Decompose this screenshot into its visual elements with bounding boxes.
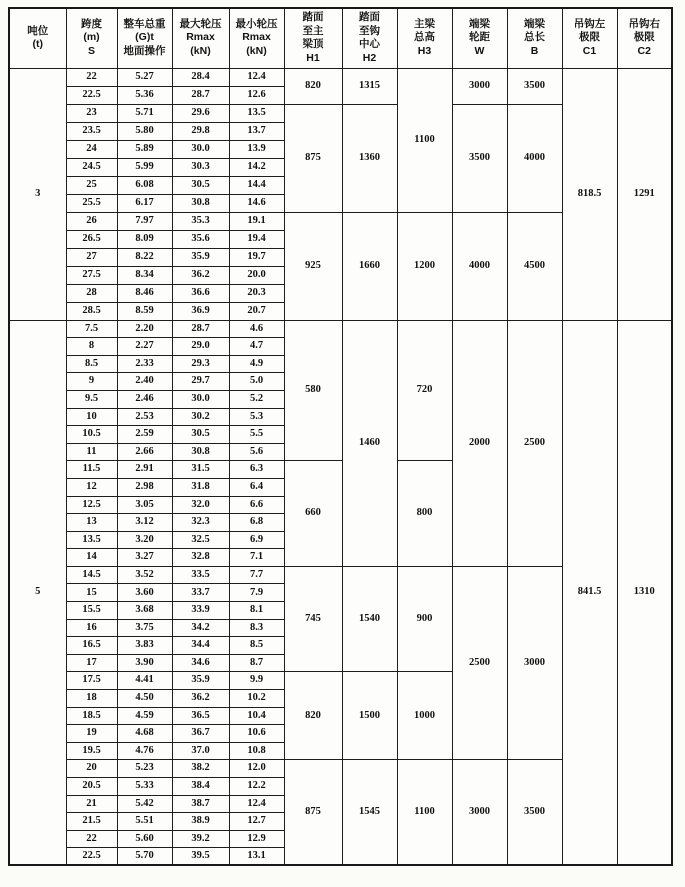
b-cell: 4000 bbox=[507, 104, 562, 212]
rmin-cell: 10.6 bbox=[229, 725, 284, 743]
weight-cell: 3.83 bbox=[117, 637, 172, 655]
span-cell: 19.5 bbox=[66, 742, 117, 760]
rmin-cell: 12.2 bbox=[229, 778, 284, 796]
header-w-line: W bbox=[474, 45, 485, 58]
h3-cell: 900 bbox=[397, 566, 452, 672]
header-w bbox=[452, 8, 507, 68]
weight-cell: 5.60 bbox=[117, 830, 172, 848]
rmin-cell: 20.7 bbox=[229, 302, 284, 320]
spec-row bbox=[9, 68, 672, 86]
rmax-cell: 30.5 bbox=[172, 176, 229, 194]
header-h3 bbox=[397, 8, 452, 68]
rmax-cell: 35.3 bbox=[172, 212, 229, 230]
span-cell: 16 bbox=[66, 619, 117, 637]
weight-cell: 2.59 bbox=[117, 426, 172, 444]
rmin-cell: 19.7 bbox=[229, 248, 284, 266]
header-c1-line: 极限 bbox=[579, 31, 600, 44]
h2-cell: 1540 bbox=[342, 566, 397, 672]
span-cell: 28.5 bbox=[66, 302, 117, 320]
rmax-cell: 29.7 bbox=[172, 373, 229, 391]
weight-cell: 4.50 bbox=[117, 690, 172, 708]
span-cell: 25.5 bbox=[66, 194, 117, 212]
weight-cell: 2.91 bbox=[117, 461, 172, 479]
span-cell: 23 bbox=[66, 104, 117, 122]
rmin-cell: 8.3 bbox=[229, 619, 284, 637]
weight-cell: 5.70 bbox=[117, 848, 172, 866]
rmax-cell: 32.5 bbox=[172, 531, 229, 549]
header-c2 bbox=[617, 8, 672, 68]
h1-cell: 925 bbox=[284, 212, 342, 320]
header-h1-line: 至主 bbox=[302, 24, 324, 37]
span-cell: 22.5 bbox=[66, 848, 117, 866]
weight-cell: 2.40 bbox=[117, 373, 172, 391]
rmin-cell: 5.2 bbox=[229, 390, 284, 408]
header-w-line: 端梁 bbox=[469, 17, 490, 30]
weight-cell: 2.33 bbox=[117, 355, 172, 373]
span-cell: 14.5 bbox=[66, 566, 117, 584]
header-c2-line: C2 bbox=[637, 45, 651, 58]
rmin-cell: 12.0 bbox=[229, 760, 284, 778]
span-cell: 25 bbox=[66, 176, 117, 194]
rmax-cell: 28.7 bbox=[172, 86, 229, 104]
spec-row bbox=[9, 320, 672, 338]
rmax-cell: 31.5 bbox=[172, 461, 229, 479]
header-weight-line: (G)t bbox=[135, 31, 154, 44]
weight-cell: 2.27 bbox=[117, 338, 172, 356]
span-cell: 11 bbox=[66, 443, 117, 461]
span-cell: 19 bbox=[66, 725, 117, 743]
span-cell: 27.5 bbox=[66, 266, 117, 284]
header-h3-line: 主梁 bbox=[414, 17, 435, 30]
rmax-cell: 38.4 bbox=[172, 778, 229, 796]
rmax-cell: 37.0 bbox=[172, 742, 229, 760]
rmax-cell: 29.3 bbox=[172, 355, 229, 373]
tonnage-cell: 5 bbox=[9, 320, 66, 865]
span-cell: 7.5 bbox=[66, 320, 117, 338]
header-h1-line: 踏面 bbox=[302, 11, 324, 23]
header-span-line: S bbox=[87, 45, 95, 58]
rmin-cell: 5.0 bbox=[229, 373, 284, 391]
weight-cell: 5.80 bbox=[117, 122, 172, 140]
rmin-cell: 20.0 bbox=[229, 266, 284, 284]
h1-cell: 875 bbox=[284, 760, 342, 866]
rmax-cell: 33.9 bbox=[172, 602, 229, 620]
header-c2-line: 吊钩右 bbox=[628, 17, 660, 30]
weight-cell: 2.53 bbox=[117, 408, 172, 426]
rmin-cell: 8.1 bbox=[229, 602, 284, 620]
h2-cell: 1315 bbox=[342, 68, 397, 104]
rmax-cell: 32.3 bbox=[172, 514, 229, 532]
header-h2-line: 至钩 bbox=[359, 24, 380, 37]
weight-cell: 5.89 bbox=[117, 140, 172, 158]
h1-cell: 745 bbox=[284, 566, 342, 672]
w-cell: 3500 bbox=[452, 104, 507, 212]
rmin-cell: 8.5 bbox=[229, 637, 284, 655]
h1-cell: 875 bbox=[284, 104, 342, 212]
rmin-cell: 6.8 bbox=[229, 514, 284, 532]
rmax-cell: 39.5 bbox=[172, 848, 229, 866]
rmin-cell: 14.4 bbox=[229, 176, 284, 194]
rmax-cell: 30.8 bbox=[172, 443, 229, 461]
header-row bbox=[9, 8, 672, 68]
span-cell: 22.5 bbox=[66, 86, 117, 104]
rmax-cell: 33.5 bbox=[172, 566, 229, 584]
rmax-cell: 36.5 bbox=[172, 707, 229, 725]
weight-cell: 5.33 bbox=[117, 778, 172, 796]
rmax-cell: 30.0 bbox=[172, 390, 229, 408]
h2-cell: 1360 bbox=[342, 104, 397, 212]
header-h2 bbox=[342, 8, 397, 68]
weight-cell: 5.71 bbox=[117, 104, 172, 122]
rmax-cell: 30.3 bbox=[172, 158, 229, 176]
span-cell: 12 bbox=[66, 478, 117, 496]
header-h2-line: H2 bbox=[362, 51, 377, 64]
c2-cell: 1291 bbox=[617, 68, 672, 320]
header-rmax-line: 最大轮压 bbox=[179, 17, 222, 30]
h3-cell: 1100 bbox=[397, 68, 452, 212]
rmin-cell: 12.4 bbox=[229, 795, 284, 813]
h3-cell: 720 bbox=[397, 320, 452, 461]
rmin-cell: 19.1 bbox=[229, 212, 284, 230]
header-c2-line: 极限 bbox=[633, 31, 655, 44]
rmax-cell: 30.8 bbox=[172, 194, 229, 212]
rmin-cell: 8.7 bbox=[229, 654, 284, 672]
rmax-cell: 34.4 bbox=[172, 637, 229, 655]
w-cell: 2000 bbox=[452, 320, 507, 566]
rmax-cell: 35.6 bbox=[172, 230, 229, 248]
rmax-cell: 34.2 bbox=[172, 619, 229, 637]
header-rmax-line: Rmax bbox=[186, 31, 215, 44]
header-rmin-line: 最小轮压 bbox=[235, 17, 278, 30]
header-tonnage bbox=[9, 8, 66, 68]
rmax-cell: 36.6 bbox=[172, 284, 229, 302]
weight-cell: 7.97 bbox=[117, 212, 172, 230]
header-c1 bbox=[562, 8, 617, 68]
weight-cell: 8.34 bbox=[117, 266, 172, 284]
weight-cell: 4.68 bbox=[117, 725, 172, 743]
rmin-cell: 9.9 bbox=[229, 672, 284, 690]
rmin-cell: 6.6 bbox=[229, 496, 284, 514]
rmin-cell: 12.9 bbox=[229, 830, 284, 848]
span-cell: 9 bbox=[66, 373, 117, 391]
rmax-cell: 34.6 bbox=[172, 654, 229, 672]
span-cell: 18.5 bbox=[66, 707, 117, 725]
weight-cell: 2.66 bbox=[117, 443, 172, 461]
header-rmin-line: (kN) bbox=[246, 45, 267, 58]
rmax-cell: 39.2 bbox=[172, 830, 229, 848]
rmin-cell: 12.7 bbox=[229, 813, 284, 831]
h3-cell: 1200 bbox=[397, 212, 452, 320]
weight-cell: 6.08 bbox=[117, 176, 172, 194]
c1-cell: 841.5 bbox=[562, 320, 617, 865]
rmax-cell: 36.7 bbox=[172, 725, 229, 743]
w-cell: 3000 bbox=[452, 68, 507, 104]
b-cell: 3500 bbox=[507, 760, 562, 866]
rmin-cell: 20.3 bbox=[229, 284, 284, 302]
weight-cell: 5.42 bbox=[117, 795, 172, 813]
rmax-cell: 33.7 bbox=[172, 584, 229, 602]
span-cell: 24.5 bbox=[66, 158, 117, 176]
span-cell: 13.5 bbox=[66, 531, 117, 549]
weight-cell: 3.27 bbox=[117, 549, 172, 567]
weight-cell: 8.22 bbox=[117, 248, 172, 266]
span-cell: 28 bbox=[66, 284, 117, 302]
header-h3-line: 总高 bbox=[414, 31, 435, 44]
span-cell: 21 bbox=[66, 795, 117, 813]
span-cell: 17.5 bbox=[66, 672, 117, 690]
weight-cell: 3.52 bbox=[117, 566, 172, 584]
rmin-cell: 5.5 bbox=[229, 426, 284, 444]
c1-cell: 818.5 bbox=[562, 68, 617, 320]
header-h2-line: 中心 bbox=[359, 38, 380, 51]
rmax-cell: 36.2 bbox=[172, 690, 229, 708]
weight-cell: 3.12 bbox=[117, 514, 172, 532]
span-cell: 11.5 bbox=[66, 461, 117, 479]
header-weight-line: 地面操作 bbox=[123, 45, 166, 58]
span-cell: 10.5 bbox=[66, 426, 117, 444]
h3-cell: 1100 bbox=[397, 760, 452, 866]
rmin-cell: 14.2 bbox=[229, 158, 284, 176]
weight-cell: 3.60 bbox=[117, 584, 172, 602]
header-h1 bbox=[284, 8, 342, 68]
rmin-cell: 5.6 bbox=[229, 443, 284, 461]
h2-cell: 1500 bbox=[342, 672, 397, 760]
h1-cell: 580 bbox=[284, 320, 342, 461]
rmin-cell: 6.9 bbox=[229, 531, 284, 549]
header-rmin bbox=[229, 8, 284, 68]
w-cell: 4000 bbox=[452, 212, 507, 320]
weight-cell: 3.05 bbox=[117, 496, 172, 514]
header-weight bbox=[117, 8, 172, 68]
weight-cell: 3.68 bbox=[117, 602, 172, 620]
rmax-cell: 35.9 bbox=[172, 248, 229, 266]
w-cell: 3000 bbox=[452, 760, 507, 866]
span-cell: 13 bbox=[66, 514, 117, 532]
weight-cell: 2.20 bbox=[117, 320, 172, 338]
weight-cell: 2.46 bbox=[117, 390, 172, 408]
span-cell: 22 bbox=[66, 68, 117, 86]
rmin-cell: 10.2 bbox=[229, 690, 284, 708]
w-cell: 2500 bbox=[452, 566, 507, 760]
b-cell: 3000 bbox=[507, 566, 562, 760]
rmax-cell: 29.8 bbox=[172, 122, 229, 140]
header-tonnage-line: (t) bbox=[32, 38, 43, 51]
header-span bbox=[66, 8, 117, 68]
weight-cell: 4.76 bbox=[117, 742, 172, 760]
header-w-line: 轮距 bbox=[469, 31, 490, 44]
span-cell: 14 bbox=[66, 549, 117, 567]
rmax-cell: 38.9 bbox=[172, 813, 229, 831]
rmax-cell: 28.7 bbox=[172, 320, 229, 338]
header-b bbox=[507, 8, 562, 68]
header-b-line: B bbox=[530, 45, 539, 58]
header-b-line: 端梁 bbox=[524, 17, 545, 30]
h1-cell: 660 bbox=[284, 461, 342, 567]
rmin-cell: 7.1 bbox=[229, 549, 284, 567]
weight-cell: 3.90 bbox=[117, 654, 172, 672]
rmax-cell: 28.4 bbox=[172, 68, 229, 86]
span-cell: 15.5 bbox=[66, 602, 117, 620]
header-tonnage-line: 吨位 bbox=[27, 24, 49, 37]
rmin-cell: 4.6 bbox=[229, 320, 284, 338]
rmax-cell: 30.0 bbox=[172, 140, 229, 158]
rmin-cell: 12.4 bbox=[229, 68, 284, 86]
rmax-cell: 36.9 bbox=[172, 302, 229, 320]
rmax-cell: 31.8 bbox=[172, 478, 229, 496]
h1-cell: 820 bbox=[284, 68, 342, 104]
span-cell: 27 bbox=[66, 248, 117, 266]
header-rmax bbox=[172, 8, 229, 68]
weight-cell: 5.36 bbox=[117, 86, 172, 104]
rmin-cell: 6.4 bbox=[229, 478, 284, 496]
rmin-cell: 4.9 bbox=[229, 355, 284, 373]
span-cell: 22 bbox=[66, 830, 117, 848]
weight-cell: 5.23 bbox=[117, 760, 172, 778]
header-h2-line: 踏面 bbox=[359, 11, 380, 23]
span-cell: 24 bbox=[66, 140, 117, 158]
h3-cell: 1000 bbox=[397, 672, 452, 760]
h3-cell: 800 bbox=[397, 461, 452, 567]
weight-cell: 3.20 bbox=[117, 531, 172, 549]
tonnage-cell: 3 bbox=[9, 68, 66, 320]
header-weight-line: 整车总重 bbox=[123, 17, 166, 30]
rmin-cell: 6.3 bbox=[229, 461, 284, 479]
h2-cell: 1545 bbox=[342, 760, 397, 866]
rmin-cell: 14.6 bbox=[229, 194, 284, 212]
rmin-cell: 13.7 bbox=[229, 122, 284, 140]
span-cell: 16.5 bbox=[66, 637, 117, 655]
span-cell: 8.5 bbox=[66, 355, 117, 373]
b-cell: 4500 bbox=[507, 212, 562, 320]
weight-cell: 5.27 bbox=[117, 68, 172, 86]
crane-load-spec-table bbox=[8, 7, 673, 866]
span-cell: 26.5 bbox=[66, 230, 117, 248]
rmax-cell: 35.9 bbox=[172, 672, 229, 690]
header-h1-line: 梁顶 bbox=[302, 38, 324, 51]
header-b-line: 总长 bbox=[524, 31, 545, 44]
c2-cell: 1310 bbox=[617, 320, 672, 865]
rmin-cell: 4.7 bbox=[229, 338, 284, 356]
header-rmax-line: (kN) bbox=[190, 45, 211, 58]
span-cell: 20 bbox=[66, 760, 117, 778]
span-cell: 15 bbox=[66, 584, 117, 602]
weight-cell: 6.17 bbox=[117, 194, 172, 212]
header-span-line: (m) bbox=[83, 31, 100, 44]
h2-cell: 1660 bbox=[342, 212, 397, 320]
weight-cell: 8.46 bbox=[117, 284, 172, 302]
weight-cell: 8.09 bbox=[117, 230, 172, 248]
span-cell: 18 bbox=[66, 690, 117, 708]
span-cell: 23.5 bbox=[66, 122, 117, 140]
span-cell: 20.5 bbox=[66, 778, 117, 796]
h1-cell: 820 bbox=[284, 672, 342, 760]
rmin-cell: 10.4 bbox=[229, 707, 284, 725]
rmax-cell: 36.2 bbox=[172, 266, 229, 284]
span-cell: 21.5 bbox=[66, 813, 117, 831]
b-cell: 2500 bbox=[507, 320, 562, 566]
rmin-cell: 12.6 bbox=[229, 86, 284, 104]
rmin-cell: 5.3 bbox=[229, 408, 284, 426]
rmax-cell: 38.7 bbox=[172, 795, 229, 813]
weight-cell: 4.41 bbox=[117, 672, 172, 690]
span-cell: 26 bbox=[66, 212, 117, 230]
header-rmin-line: Rmax bbox=[242, 31, 271, 44]
weight-cell: 5.99 bbox=[117, 158, 172, 176]
rmax-cell: 29.6 bbox=[172, 104, 229, 122]
weight-cell: 2.98 bbox=[117, 478, 172, 496]
rmax-cell: 32.0 bbox=[172, 496, 229, 514]
weight-cell: 5.51 bbox=[117, 813, 172, 831]
rmax-cell: 38.2 bbox=[172, 760, 229, 778]
span-cell: 17 bbox=[66, 654, 117, 672]
rmin-cell: 7.9 bbox=[229, 584, 284, 602]
span-cell: 9.5 bbox=[66, 390, 117, 408]
b-cell: 3500 bbox=[507, 68, 562, 104]
span-cell: 12.5 bbox=[66, 496, 117, 514]
rmax-cell: 30.5 bbox=[172, 426, 229, 444]
rmin-cell: 13.5 bbox=[229, 104, 284, 122]
span-cell: 10 bbox=[66, 408, 117, 426]
span-cell: 8 bbox=[66, 338, 117, 356]
rmin-cell: 7.7 bbox=[229, 566, 284, 584]
h2-cell: 1460 bbox=[342, 320, 397, 566]
rmin-cell: 13.9 bbox=[229, 140, 284, 158]
rmax-cell: 29.0 bbox=[172, 338, 229, 356]
rmin-cell: 13.1 bbox=[229, 848, 284, 866]
rmax-cell: 30.2 bbox=[172, 408, 229, 426]
header-span-line: 跨度 bbox=[81, 17, 102, 30]
header-h3-line: H3 bbox=[417, 45, 432, 58]
weight-cell: 3.75 bbox=[117, 619, 172, 637]
weight-cell: 4.59 bbox=[117, 707, 172, 725]
header-c1-line: C1 bbox=[582, 45, 597, 58]
rmin-cell: 19.4 bbox=[229, 230, 284, 248]
rmax-cell: 32.8 bbox=[172, 549, 229, 567]
weight-cell: 8.59 bbox=[117, 302, 172, 320]
header-c1-line: 吊钩左 bbox=[573, 17, 606, 30]
header-h1-line: H1 bbox=[306, 51, 320, 64]
rmin-cell: 10.8 bbox=[229, 742, 284, 760]
